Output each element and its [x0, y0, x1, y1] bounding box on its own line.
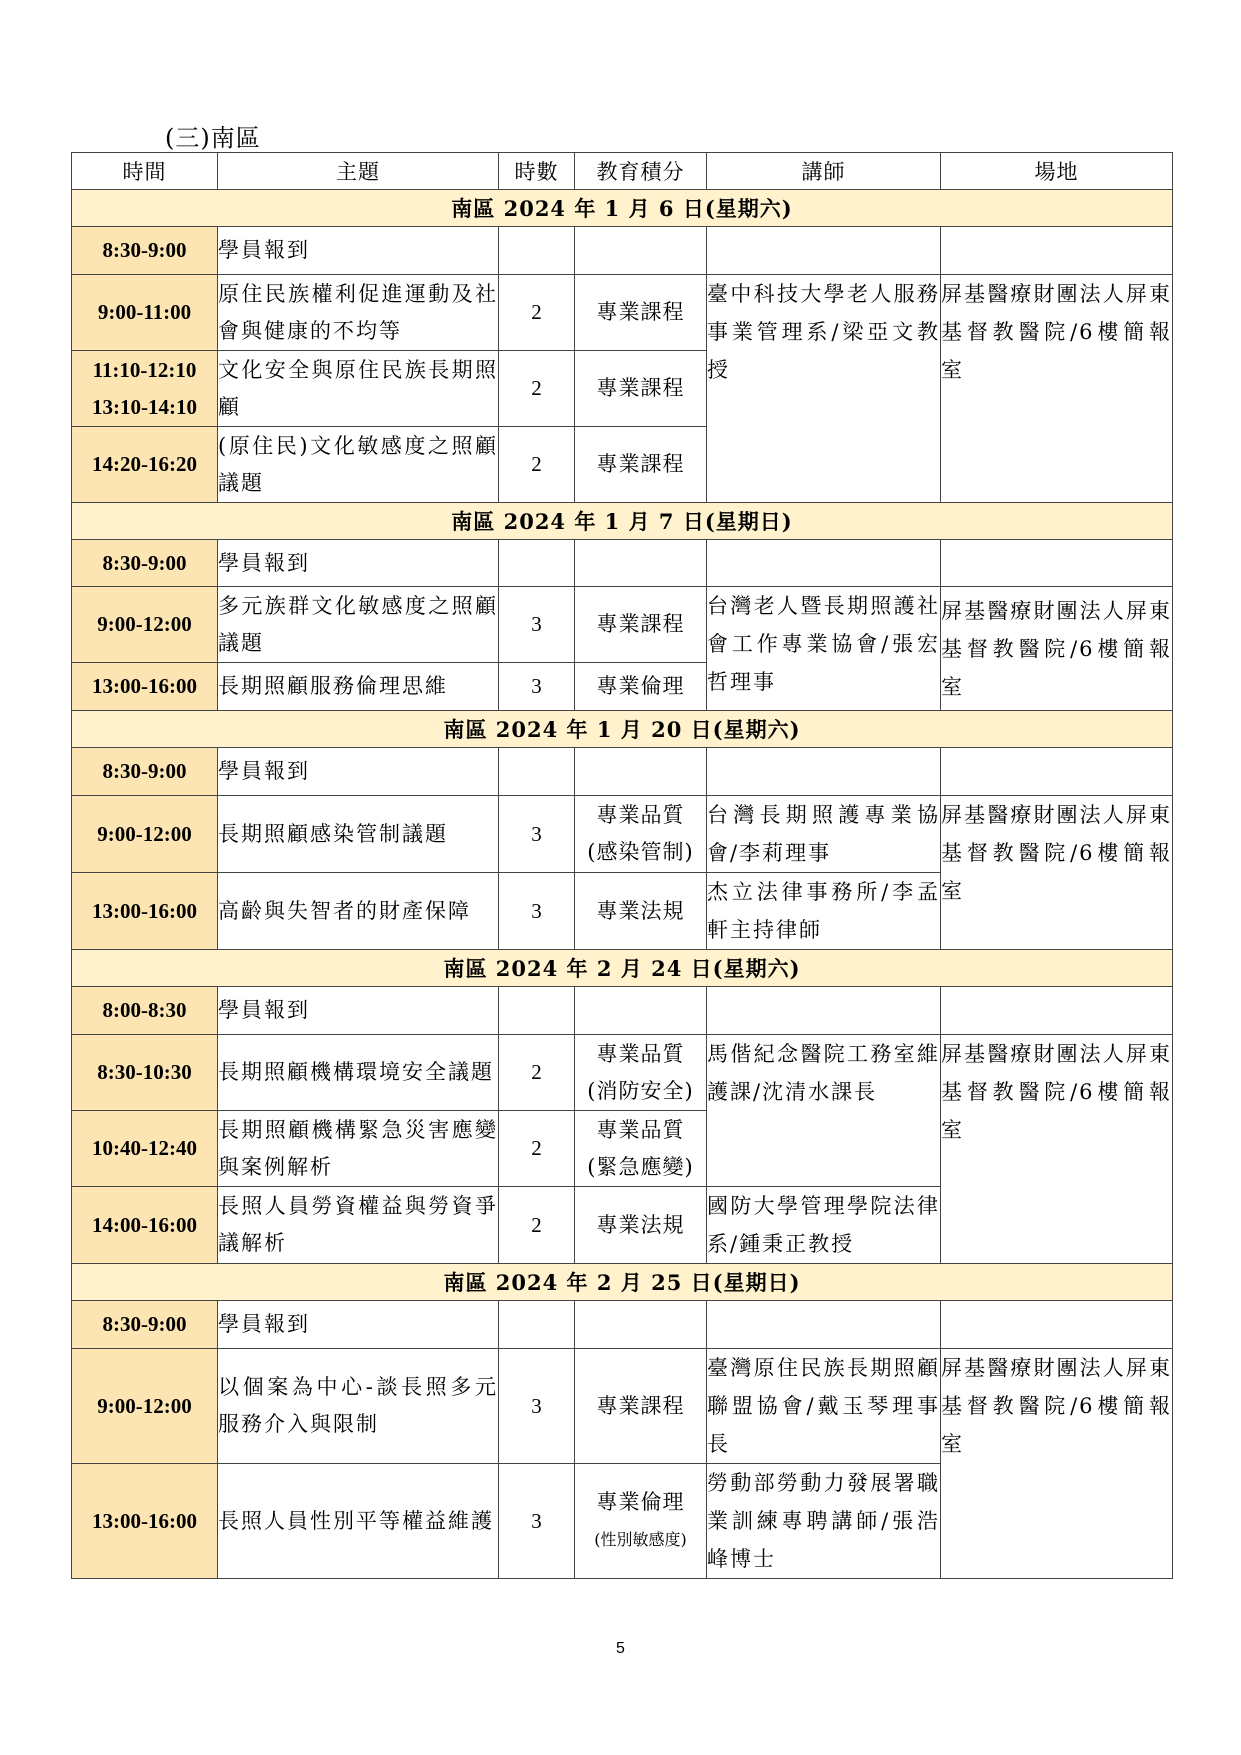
- lecturer: 國防大學管理學院法律系/鍾秉正教授: [707, 1187, 941, 1264]
- section-title: (三)南區: [165, 124, 261, 152]
- session-topic: 長期照顧機構緊急災害應變與案例解析: [218, 1111, 499, 1187]
- session-time: 8:30-9:00: [72, 1301, 218, 1349]
- day-row: [72, 1264, 1173, 1301]
- session-credit: 專業法規: [575, 873, 707, 950]
- session-credit: 專業課程: [575, 427, 707, 503]
- venue: 屏基醫療財團法人屏東基督教醫院/6樓簡報室: [941, 796, 1173, 950]
- session-time: [72, 351, 218, 427]
- venue: 屏基醫療財團法人屏東基督教醫院/6樓簡報室: [941, 1035, 1173, 1264]
- lecturer: 台灣老人暨長期照護社會工作專業協會/張宏哲理事: [707, 587, 941, 711]
- session-topic: 學員報到: [218, 987, 499, 1035]
- lecturer: 臺中科技大學老人服務事業管理系/梁亞文教授: [707, 275, 941, 503]
- session-hours: 3: [499, 663, 575, 711]
- session-hours: 2: [499, 427, 575, 503]
- session-topic: 長照人員勞資權益與勞資爭議解析: [218, 1187, 499, 1264]
- day-label: 南區 2024 年 1 月 20 日(星期六): [72, 711, 1173, 748]
- session-hours: 3: [499, 1349, 575, 1464]
- session-topic: 高齡與失智者的財產保障: [218, 873, 499, 950]
- credit-note: (性別敏感度): [594, 1530, 687, 1549]
- session-row: [72, 796, 1173, 873]
- credit-label: 專業品質: [596, 1117, 685, 1142]
- venue: 屏基醫療財團法人屏東基督教醫院/6樓簡報室: [941, 587, 1173, 711]
- session-hours: 3: [499, 1464, 575, 1579]
- session-topic: 長期照顧感染管制議題: [218, 796, 499, 873]
- session-time: 14:00-16:00: [72, 1187, 218, 1264]
- session-hours: 2: [499, 351, 575, 427]
- checkin-row: [72, 227, 1173, 275]
- page-number: 5: [616, 1640, 625, 1657]
- session-credit: 專業法規: [575, 1187, 707, 1264]
- session-time: 8:30-10:30: [72, 1035, 218, 1111]
- day-row: [72, 503, 1173, 540]
- session-topic: 學員報到: [218, 227, 499, 275]
- credit-label: 專業品質: [596, 803, 685, 827]
- session-credit: 專業課程: [575, 275, 707, 351]
- header-venue: 場地: [941, 153, 1173, 190]
- checkin-row: [72, 540, 1173, 587]
- session-hours: 2: [499, 1187, 575, 1264]
- day-row: [72, 190, 1173, 227]
- session-hours: 3: [499, 587, 575, 663]
- header-row: [72, 153, 1173, 190]
- header-topic: 主題: [218, 153, 499, 190]
- session-hours: 3: [499, 873, 575, 950]
- lecturer: 杰立法律事務所/李孟軒主持律師: [707, 873, 941, 950]
- session-row: [72, 1035, 1173, 1111]
- credit-note: (緊急應變): [587, 1154, 694, 1179]
- session-topic: (原住民)文化敏感度之照顧議題: [218, 427, 499, 503]
- venue: 屏基醫療財團法人屏東基督教醫院/6樓簡報室: [941, 275, 1173, 503]
- session-credit: [575, 1464, 707, 1579]
- session-topic: 以個案為中心-談長照多元服務介入與限制: [218, 1349, 499, 1464]
- session-time: 9:00-12:00: [72, 1349, 218, 1464]
- credit-label: 專業品質: [596, 1041, 685, 1066]
- session-time: 9:00-12:00: [72, 796, 218, 873]
- lecturer: 臺灣原住民族長期照顧聯盟協會/戴玉琴理事長: [707, 1349, 941, 1464]
- day-label: 南區 2024 年 2 月 25 日(星期日): [72, 1264, 1173, 1301]
- header-credit: 教育積分: [575, 153, 707, 190]
- session-time-part: 11:10-12:10 13:10-14:10: [92, 357, 197, 419]
- session-hours: 3: [499, 796, 575, 873]
- checkin-row: [72, 987, 1173, 1035]
- day-row: [72, 711, 1173, 748]
- session-time: 14:20-16:20: [72, 427, 218, 503]
- day-label: 南區 2024 年 2 月 24 日(星期六): [72, 950, 1173, 987]
- session-row: [72, 1349, 1173, 1464]
- session-time: 9:00-11:00: [72, 275, 218, 351]
- day-label: 南區 2024 年 1 月 6 日(星期六): [72, 190, 1173, 227]
- session-topic: 學員報到: [218, 748, 499, 796]
- lecturer: 馬偕紀念醫院工務室維護課/沈清水課長: [707, 1035, 941, 1187]
- header-hours: 時數: [499, 153, 575, 190]
- session-hours: 2: [499, 275, 575, 351]
- day-label: 南區 2024 年 1 月 7 日(星期日): [72, 503, 1173, 540]
- session-time: 8:30-9:00: [72, 227, 218, 275]
- credit-note: (消防安全): [587, 1078, 694, 1103]
- session-credit: [575, 796, 707, 873]
- header-lecturer: 講師: [707, 153, 941, 190]
- session-hours: 2: [499, 1035, 575, 1111]
- session-topic: 學員報到: [218, 540, 499, 587]
- session-credit: 專業倫理: [575, 663, 707, 711]
- credit-label: 專業倫理: [596, 1490, 685, 1514]
- session-topic: 長照人員性別平等權益維護: [218, 1464, 499, 1579]
- session-credit: 專業課程: [575, 1349, 707, 1464]
- session-hours: 2: [499, 1111, 575, 1187]
- session-time: 13:00-16:00: [72, 873, 218, 950]
- venue: 屏基醫療財團法人屏東基督教醫院/6樓簡報室: [941, 1349, 1173, 1579]
- session-time: 10:40-12:40: [72, 1111, 218, 1187]
- credit-note: (感染管制): [587, 840, 694, 864]
- session-topic: 原住民族權利促進運動及社會與健康的不均等: [218, 275, 499, 351]
- checkin-row: [72, 1301, 1173, 1349]
- session-time: 13:00-16:00: [72, 663, 218, 711]
- session-credit: [575, 1035, 707, 1111]
- session-topic: 長期照顧服務倫理思維: [218, 663, 499, 711]
- checkin-row: [72, 748, 1173, 796]
- session-time: 8:30-9:00: [72, 540, 218, 587]
- session-topic: 長期照顧機構環境安全議題: [218, 1035, 499, 1111]
- session-topic: 多元族群文化敏感度之照顧議題: [218, 587, 499, 663]
- session-topic: 文化安全與原住民族長期照顧: [218, 351, 499, 427]
- lecturer: 台灣長期照護專業協會/李莉理事: [707, 796, 941, 873]
- day-row: [72, 950, 1173, 987]
- session-time: 8:00-8:30: [72, 987, 218, 1035]
- lecturer: 勞動部勞動力發展署職業訓練專聘講師/張浩峰博士: [707, 1464, 941, 1579]
- session-time: 13:00-16:00: [72, 1464, 218, 1579]
- session-credit: 專業課程: [575, 351, 707, 427]
- session-time: 9:00-12:00: [72, 587, 218, 663]
- session-credit: [575, 1111, 707, 1187]
- session-time: 8:30-9:00: [72, 748, 218, 796]
- schedule-table: [71, 152, 1173, 1579]
- session-row: [72, 587, 1173, 663]
- session-topic: 學員報到: [218, 1301, 499, 1349]
- session-credit: 專業課程: [575, 587, 707, 663]
- header-time: 時間: [72, 153, 218, 190]
- session-row: [72, 275, 1173, 351]
